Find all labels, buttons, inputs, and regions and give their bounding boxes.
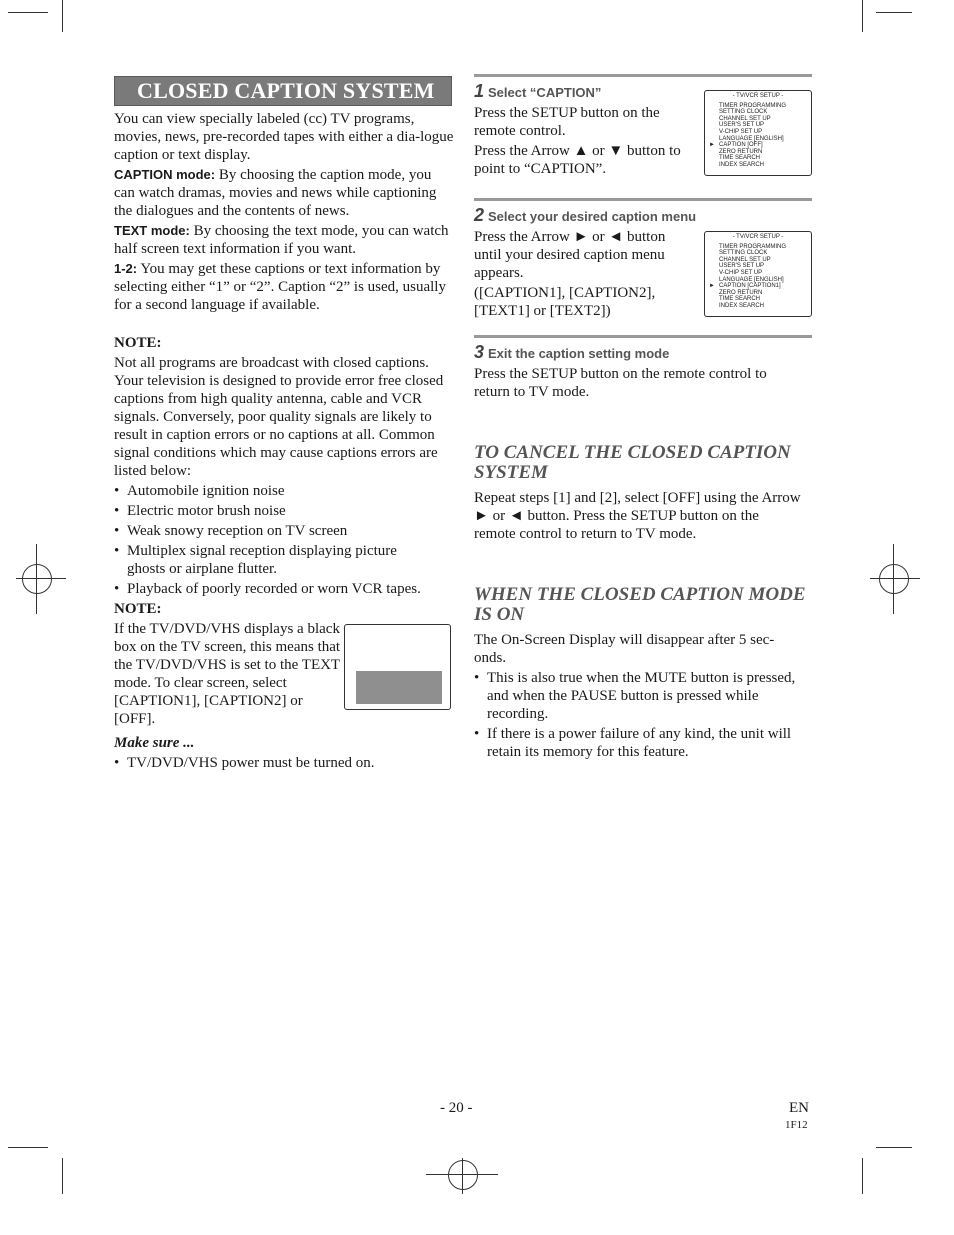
menu-item: USER'S SET UP	[719, 122, 765, 129]
list-item: • Multiplex signal reception displaying picture ghosts or airplane flutter.	[114, 543, 397, 577]
menu-item: USER'S SET UP	[719, 263, 765, 270]
one-two-paragraph	[114, 260, 454, 314]
note-heading: NOTE:	[114, 335, 162, 351]
caption-mode-text: By choosing the caption mode, you can watch dramas, movies and news while captioning the dialogues and the contents of news.	[114, 167, 437, 219]
text-mode-text: By choosing the text mode, you can watch half screen text information if you want.	[114, 223, 449, 257]
make-sure-heading: Make sure ...	[114, 735, 195, 751]
note-heading: NOTE:	[114, 601, 162, 617]
list-item: • If there is a power failure of any kind, the unit will retain its memory for this feature.	[474, 726, 792, 760]
step-3-heading: 3 Exit the caption setting mode	[474, 342, 670, 362]
menu-item: ZERO RETURN	[719, 148, 763, 155]
selection-arrow-icon: ►	[709, 283, 715, 290]
list-item: • TV/DVD/VHS power must be turned on.	[114, 755, 375, 771]
menu-item: CHANNEL SET UP	[719, 256, 771, 263]
menu-item: SETTING CLOCK	[719, 109, 768, 116]
list-item: • Automobile ignition noise	[114, 483, 285, 499]
cancel-text: Repeat steps [1] and [2], select [OFF] using the Arrow ► or ◄ button. Press the SETUP button on the remote control to return to TV mode.	[474, 490, 801, 542]
when-on-heading: WHEN THE CLOSED CAPTION MODE IS ON	[474, 584, 806, 625]
note-text: Not all programs are broadcast with closed captions. Your television is designed to provide error free closed captions from high quality antenna, cable and VCR signals. Conversely, poor quality signals are likely to result in caption errors or no captions at all. Common signal conditions which may cause captions errors are listed below:	[114, 355, 444, 479]
crop-mark	[876, 12, 912, 13]
selection-arrow-icon: ►	[709, 142, 715, 149]
menu-item: CHANNEL SET UP	[719, 115, 771, 122]
text-mode-label: TEXT mode:	[114, 223, 190, 238]
list-item: • Weak snowy reception on TV screen	[114, 523, 348, 539]
black-box-text-area	[356, 671, 442, 704]
crop-mark	[876, 1147, 912, 1148]
menu-item: LANGUAGE [ENGLISH]	[719, 276, 784, 283]
menu-item: TIMER PROGRAMMING	[719, 102, 786, 109]
menu-item: TIME SEARCH	[719, 296, 761, 303]
crop-mark	[62, 0, 63, 32]
menu-item: TIMER PROGRAMMING	[719, 243, 786, 250]
menu-item: SETTING CLOCK	[719, 250, 768, 257]
page-number: - 20 -	[440, 1100, 473, 1116]
step-1-heading: 1 Select “CAPTION”	[474, 81, 602, 101]
menu-item-selected: ► CAPTION [OFF]	[709, 142, 763, 149]
crop-mark	[862, 0, 863, 32]
crop-mark	[8, 12, 48, 13]
list-item: • Playback of poorly recorded or worn VCR tapes.	[114, 581, 421, 597]
one-two-text: You may get these captions or text information by selecting either “1” or “2”. Caption “2” is used, usually for a second language if available.	[114, 261, 446, 313]
registration-mark	[22, 564, 52, 594]
one-two-label: 1-2:	[114, 261, 138, 276]
model-code: 1F12	[785, 1119, 808, 1131]
menu-item: INDEX SEARCH	[719, 161, 765, 168]
note-text: If the TV/DVD/VHS displays a black box on the TV screen, this means that the TV/DVD/VHS is set to the TEXT mode. To clear screen, select [CAPTION1], [CAPTION2] or [OFF].	[114, 621, 341, 727]
menu-item: V-CHIP SET UP	[719, 128, 763, 135]
cancel-heading: TO CANCEL THE CLOSED CAPTION SYSTEM	[474, 442, 791, 483]
registration-mark	[448, 1160, 478, 1190]
menu-item-selected: ► CAPTION [CAPTION1]	[709, 283, 781, 290]
step-1-body: Press the SETUP button on the remote control. Press the Arrow ▲ or ▼ button to point to “CAPTION”.	[474, 105, 681, 177]
crop-mark	[8, 1147, 48, 1148]
page-title: CLOSED CAPTION SYSTEM	[114, 76, 452, 106]
tv-screen-illustration	[344, 624, 451, 710]
step-3-body: Press the SETUP button on the remote control to return to TV mode.	[474, 366, 767, 400]
caption-mode-paragraph	[114, 166, 454, 220]
caption-mode-label: CAPTION mode:	[114, 167, 216, 182]
section-rule	[474, 198, 812, 201]
crop-mark	[62, 1158, 63, 1194]
intro-text: You can view specially labeled (cc) TV programs, movies, news, pre-recorded tapes with either a dia-logue caption or text display.	[114, 111, 454, 163]
registration-mark	[879, 564, 909, 594]
section-rule	[474, 335, 812, 338]
crop-mark	[862, 1158, 863, 1194]
language-code: EN	[789, 1100, 809, 1116]
setup-menu-illustration: - TV/VCR SETUP - TIMER PROGRAMMING SETTING CLOCK CHANNEL SET UP USER'S SET UP V-CHIP SET UP LANGUAGE [ENGLISH] ► CAPTION [CAPTION1] ZERO RETURN TIME SEARCH INDEX SEARCH	[704, 231, 812, 317]
step-2-heading: 2 Select your desired caption menu	[474, 205, 697, 225]
when-on-body: The On-Screen Display will disappear after 5 sec-onds. • This is also true when the MUTE button is pressed, and when the PAUSE button is pressed while recording. • If there is a power failure of any kind, the unit will retain its memory for this feature.	[474, 631, 814, 763]
menu-item: INDEX SEARCH	[719, 302, 765, 309]
menu-item: TIME SEARCH	[719, 155, 761, 162]
list-item: • Electric motor brush noise	[114, 503, 286, 519]
section-rule	[474, 74, 812, 77]
list-item: • This is also true when the MUTE button is pressed, and when the PAUSE button is pressed while recording.	[474, 670, 796, 722]
setup-menu-illustration: - TV/VCR SETUP - TIMER PROGRAMMING SETTING CLOCK CHANNEL SET UP USER'S SET UP V-CHIP SET UP LANGUAGE [ENGLISH] ► CAPTION [OFF] ZERO RETURN TIME SEARCH INDEX SEARCH	[704, 90, 812, 176]
menu-item: ZERO RETURN	[719, 289, 763, 296]
menu-item: V-CHIP SET UP	[719, 269, 763, 276]
step-2-body: Press the Arrow ► or ◄ button until your desired caption menu appears. ([CAPTION1], [CAPTION2], [TEXT1] or [TEXT2])	[474, 229, 666, 319]
menu-item: LANGUAGE [ENGLISH]	[719, 135, 784, 142]
text-mode-paragraph	[114, 222, 454, 258]
